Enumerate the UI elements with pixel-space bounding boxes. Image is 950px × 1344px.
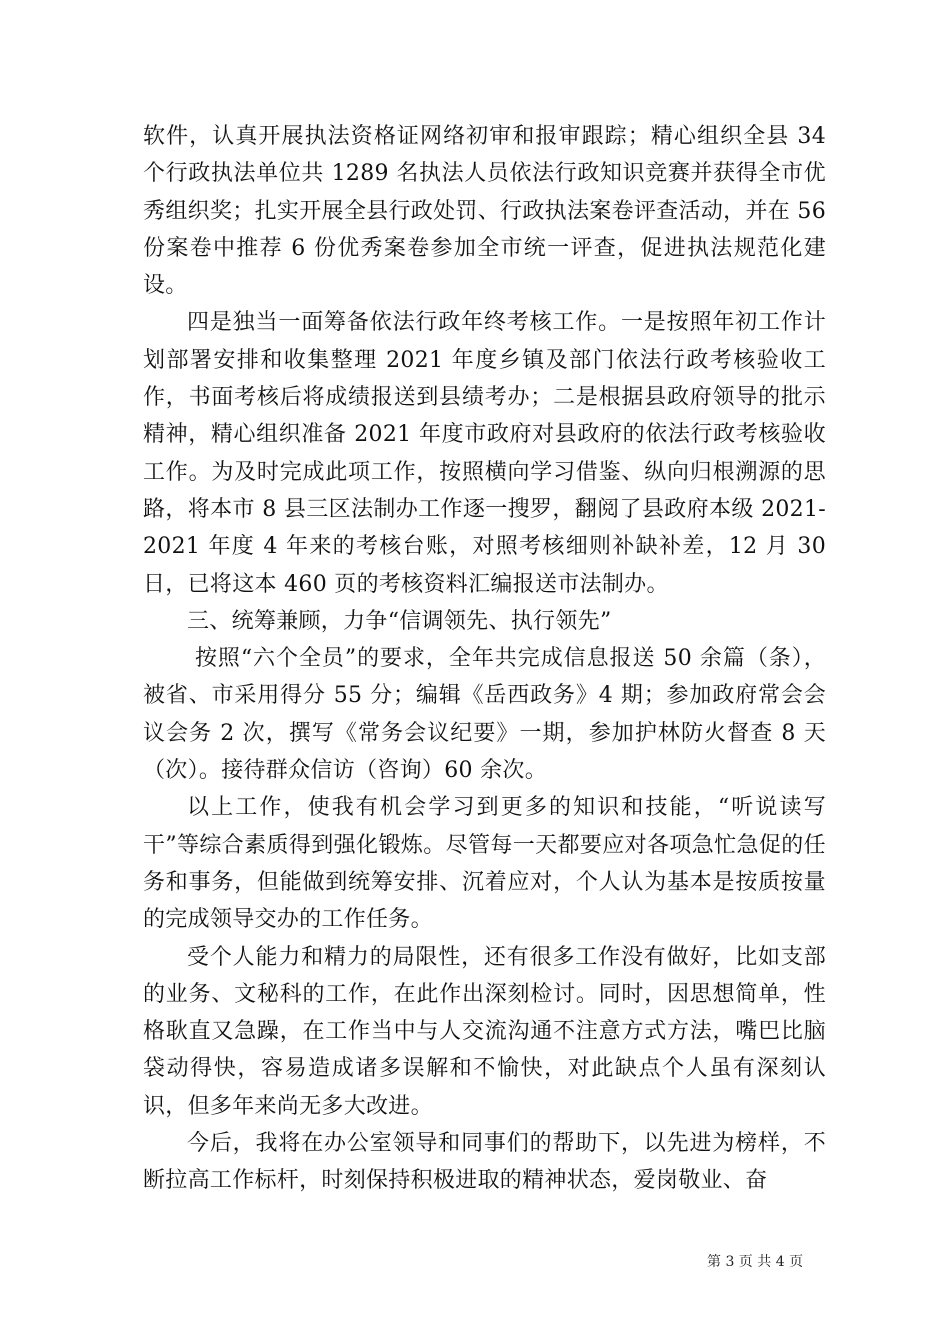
section-heading: 三、统筹兼顾，力争“信调领先、执行领先” <box>187 608 612 634</box>
paragraph-2: 四是独当一面筹备依法行政年终考核工作。一是按照年初工作计划部署安排和收集整理 2021 年度乡镇及部门依法行政考核验收工作，书面考核后将成绩报送到县绩考办；二是根据县政府领导的批示精神，精心组织准备 2021 年度市政府对县政府的依法行政考核验收工作。为及时完成此项工作，按照横向学习借鉴、纵向归根溯源的思路，将本市 8 县三区法制办工作逐一搜罗，翻阅了县政府本级 2021-2021 年度 4 年来的考核台账，对照考核细则补缺补差，12 月 30 日，已将这本 460 页的考核资料汇编报送市法制办。 <box>143 310 834 597</box>
paragraph-3: 按照“六个全员”的要求，全年共完成信息报送 50 余篇（条），被省、市采用得分 55 分；编辑《岳西政务》4 期；参加政府常会会议会务 2 次，撰写《常务会议纪要》一期，参加护林防火督查 8 天（次）。接待群众信访（咨询）60 余次。 <box>143 646 826 784</box>
document-body <box>143 118 834 1200</box>
paragraph-1: 软件，认真开展执法资格证网络初审和报审跟踪；精心组织全县 34 个行政执法单位共 1289 名执法人员依法行政知识竞赛并获得全市优秀组织奖；扎实开展全县行政处罚、行政执法案卷评查活动，并在 56 份案卷中推荐 6 份优秀案卷参加全市统一评查，促进执法规范化建设。 <box>143 124 834 299</box>
paragraph-5: 受个人能力和精力的局限性，还有很多工作没有做好，比如支部的业务、文秘科的工作，在此作出深刻检讨。同时，因思想简单，性格耿直又急躁，在工作当中与人交流沟通不注意方式方法，嘴巴比脑袋动得快，容易造成诸多误解和不愉快，对此缺点个人虽有深刻认识，但多年来尚无多大改进。 <box>143 944 826 1119</box>
paragraph-4: 以上工作，使我有机会学习到更多的知识和技能，“听说读写干”等综合素质得到强化锻炼。尽管每一天都要应对各项急忙急促的任务和事务，但能做到统筹安排、沉着应对，个人认为基本是按质按量的完成领导交办的工作任务。 <box>143 795 826 933</box>
paragraph-6: 今后，我将在办公室领导和同事们的帮助下，以先进为榜样，不断拉高工作标杆，时刻保持积极进取的精神状态，爱岗敬业、奋 <box>143 1131 826 1194</box>
page-number-footer: 第 3 页 共 4 页 <box>707 1254 804 1270</box>
